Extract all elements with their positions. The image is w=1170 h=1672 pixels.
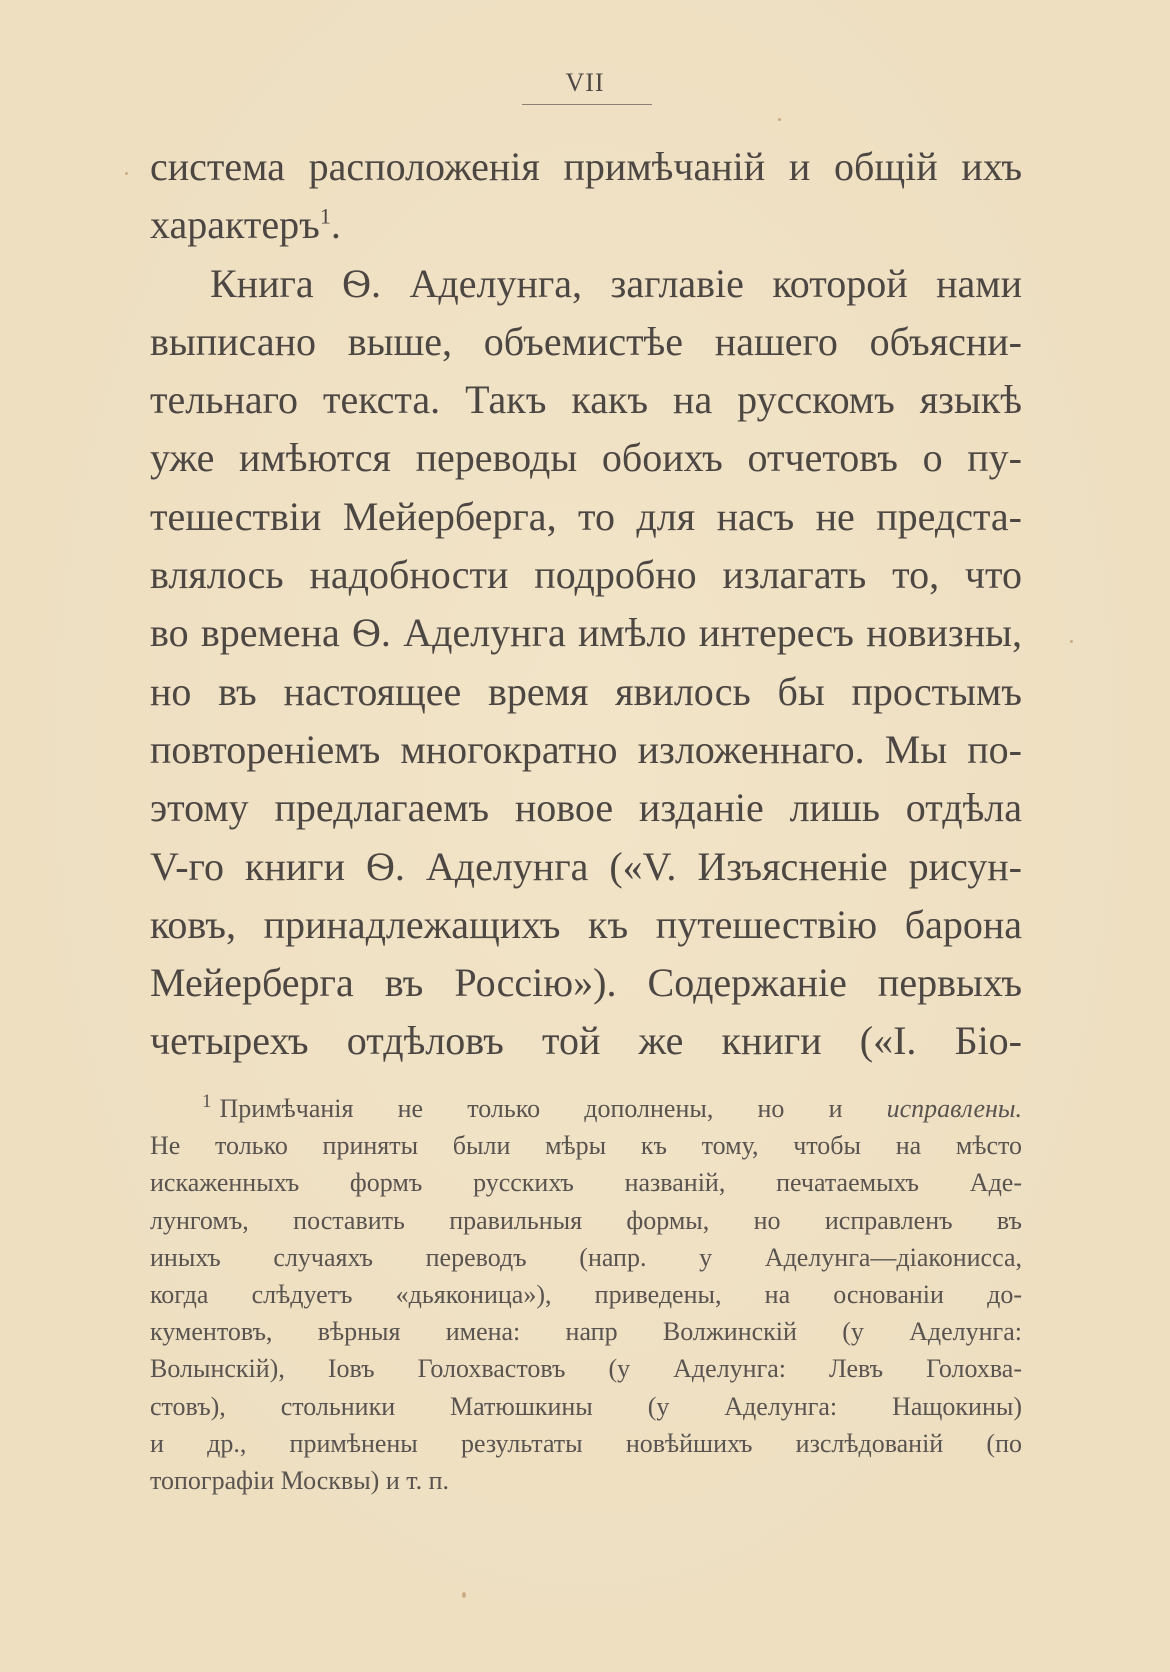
paper-speck — [778, 118, 781, 121]
page-number: VII — [565, 68, 605, 97]
body-line: влялось надобности подробно излагать то, что — [150, 552, 1022, 598]
body-line: тельнаго текста. Такъ какъ на русскомъ языкѣ — [150, 377, 1022, 423]
footnote-line — [150, 1090, 1022, 1127]
body-line-tail: . — [330, 202, 341, 248]
body-line: Книга Ѳ. Аделунга, заглавіе которой нами — [210, 260, 1022, 306]
footnote-line: искаженныхъ формъ русскихъ названій, печатаемыхъ Аде- — [150, 1168, 1022, 1198]
footnote-reference: 1 — [319, 203, 331, 229]
body-line: Мейерберга въ Россію»). Содержаніе первыхъ — [150, 960, 1022, 1006]
footnote-line: иныхъ случаяхъ переводъ (напр. у Аделунга—діаконисса, — [150, 1242, 1022, 1272]
footnote-line: Волынскій), Іовъ Голохвастовъ (у Аделунга: Левъ Голохва- — [150, 1354, 1022, 1384]
header-rule — [522, 104, 652, 105]
footnote-line: топографіи Москвы) и т. п. — [150, 1465, 450, 1495]
paper-speck — [1070, 640, 1073, 643]
body-text — [150, 138, 1022, 1071]
footnote-line: и др., примѣнены результаты новѣйшихъ изслѣдованій (по — [150, 1428, 1022, 1458]
body-line: ковъ, принадлежащихъ къ путешествію барона — [150, 901, 1022, 947]
footnote-line: стовъ), стольники Матюшкины (у Аделунга: Нащокины) — [150, 1391, 1022, 1421]
paper-speck — [125, 172, 128, 175]
body-line: этому предлагаемъ новое изданіе лишь отдѣла — [150, 785, 1022, 831]
footnote-line: лунгомъ, поставить правильныя формы, но исправленъ въ — [150, 1205, 1022, 1235]
body-line: но въ настоящее время явилось бы простымъ — [150, 668, 1022, 714]
footnote-line: кументовъ, вѣрныя имена: напр Волжинскій (у Аделунга: — [150, 1317, 1022, 1347]
footnote-line: Не только приняты были мѣры къ тому, чтобы на мѣсто — [150, 1131, 1022, 1161]
body-line: во времена Ѳ. Аделунга имѣло интересъ новизны, — [150, 610, 1022, 656]
footnote — [150, 1090, 1022, 1499]
footnote-marker: 1 — [202, 1091, 212, 1113]
paper-speck — [462, 1592, 466, 1598]
body-line: система расположенія примѣчаній и общій ихъ — [150, 144, 1022, 189]
footnote-line: когда слѣдуетъ «дьяконица»), приведены, на основаніи до- — [150, 1279, 1022, 1309]
body-line: тешествіи Мейерберга, то для насъ не предста- — [150, 493, 1022, 539]
footnote-text: Примѣчанія не только дополнены, но и — [219, 1094, 887, 1123]
body-line — [150, 196, 1022, 254]
body-line-text: характеръ — [150, 202, 320, 248]
body-line: уже имѣются переводы обоихъ отчетовъ о пу- — [150, 435, 1022, 481]
body-line: V-го книги Ѳ. Аделунга («V. Изъясненіе рисун- — [150, 843, 1022, 889]
body-line: четырехъ отдѣловъ той же книги («І. Біо- — [150, 1018, 1022, 1064]
body-line: повтореніемъ многократно изложеннаго. Мы по- — [150, 726, 1022, 772]
footnote-emphasis: исправлены. — [886, 1094, 1022, 1123]
body-line: выписано выше, объемистѣе нашего объясни- — [150, 318, 1022, 364]
